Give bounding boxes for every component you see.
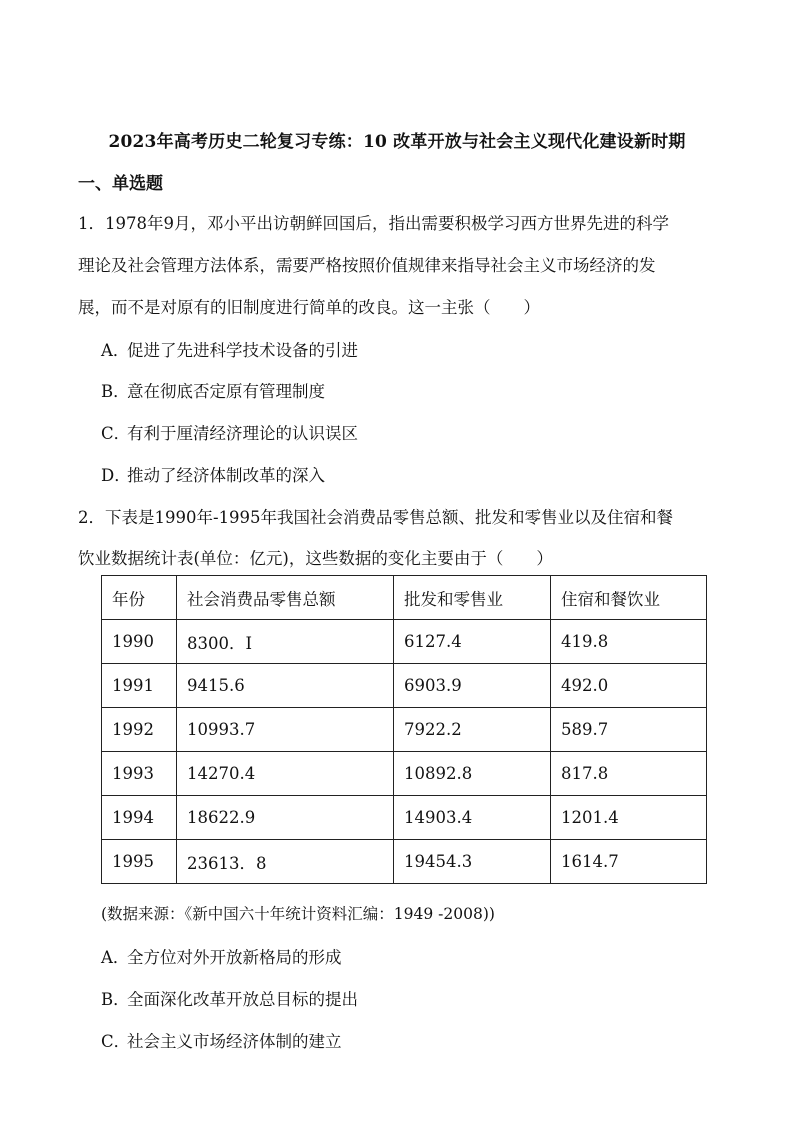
table-header-total-retail: 社会消费品零售总额 <box>177 576 394 620</box>
question-2-option-a <box>101 944 342 968</box>
question-1-option-d <box>101 462 325 486</box>
table-cell: 23613．8 <box>177 840 394 884</box>
table-row <box>102 620 707 664</box>
table-header-wholesale-retail: 批发和零售业 <box>394 576 551 620</box>
table-cell: 9415.6 <box>177 664 394 708</box>
option-letter: A． <box>101 341 130 360</box>
question-1-option-b <box>101 378 325 402</box>
option-text: 推动了经济体制改革的深入 <box>127 466 325 485</box>
table-cell: 18622.9 <box>177 796 394 840</box>
table-cell: 7922.2 <box>394 708 551 752</box>
table-cell: 10993.7 <box>177 708 394 752</box>
table-cell: 1991 <box>102 664 177 708</box>
option-text: 社会主义市场经济体制的建立 <box>127 1032 342 1051</box>
option-letter: A． <box>101 948 130 967</box>
table-cell: 1614.7 <box>551 840 707 884</box>
table-cell: 589.7 <box>551 708 707 752</box>
table-cell: 1993 <box>102 752 177 796</box>
question-1-line-1: 1．1978年9月，邓小平出访朝鲜回国后，指出需要积极学习西方世界先进的科学 <box>78 214 669 233</box>
table-row <box>102 840 707 884</box>
table-header-row <box>102 576 707 620</box>
question-1-line-3: 展，而不是对原有的旧制度进行简单的改良。这一主张（ ） <box>78 298 540 317</box>
table-header-accommodation-catering: 住宿和餐饮业 <box>551 576 707 620</box>
question-2-option-b <box>101 986 358 1010</box>
option-text: 意在彻底否定原有管理制度 <box>127 382 325 401</box>
table-row <box>102 796 707 840</box>
table-cell: 1990 <box>102 620 177 664</box>
table-cell: 14270.4 <box>177 752 394 796</box>
table-header-year: 年份 <box>102 576 177 620</box>
option-letter: D． <box>101 466 131 485</box>
table-row <box>102 752 707 796</box>
question-2-line-2: 饮业数据统计表(单位：亿元)，这些数据的变化主要由于（ ） <box>78 549 553 568</box>
table-source-note: (数据来源：《新中国六十年统计资料汇编：1949 -2008)) <box>101 905 495 923</box>
option-letter: B． <box>101 990 130 1009</box>
table-row <box>102 664 707 708</box>
question-1-option-c <box>101 420 358 444</box>
table-cell: 8300．I <box>177 620 394 664</box>
option-text: 有利于厘清经济理论的认识误区 <box>127 424 358 443</box>
table-row <box>102 708 707 752</box>
table-cell: 1994 <box>102 796 177 840</box>
table-cell: 1201.4 <box>551 796 707 840</box>
option-letter: C． <box>101 1032 131 1051</box>
option-text: 促进了先进科学技术设备的引进 <box>127 341 358 360</box>
table-cell: 10892.8 <box>394 752 551 796</box>
table-cell: 1995 <box>102 840 177 884</box>
table-cell: 419.8 <box>551 620 707 664</box>
table-cell: 1992 <box>102 708 177 752</box>
table-cell: 492.0 <box>551 664 707 708</box>
option-text: 全方位对外开放新格局的形成 <box>127 948 342 967</box>
table-cell: 817.8 <box>551 752 707 796</box>
option-letter: C． <box>101 424 131 443</box>
question-2-option-c <box>101 1028 342 1052</box>
statistics-table <box>101 575 707 884</box>
table-cell: 14903.4 <box>394 796 551 840</box>
option-letter: B． <box>101 382 130 401</box>
question-1-line-2: 理论及社会管理方法体系，需要严格按照价值规律来指导社会主义市场经济的发 <box>78 256 656 275</box>
option-text: 全面深化改革开放总目标的提出 <box>127 990 358 1009</box>
section-heading: 一、单选题 <box>78 174 163 194</box>
question-1-option-a <box>101 337 358 361</box>
document-title: 2023年高考历史二轮复习专练：10 改革开放与社会主义现代化建设新时期 <box>108 132 686 152</box>
table-cell: 6903.9 <box>394 664 551 708</box>
table-cell: 6127.4 <box>394 620 551 664</box>
question-2-line-1: 2．下表是1990年-1995年我国社会消费品零售总额、批发和零售业以及住宿和餐 <box>78 508 674 527</box>
table-cell: 19454.3 <box>394 840 551 884</box>
